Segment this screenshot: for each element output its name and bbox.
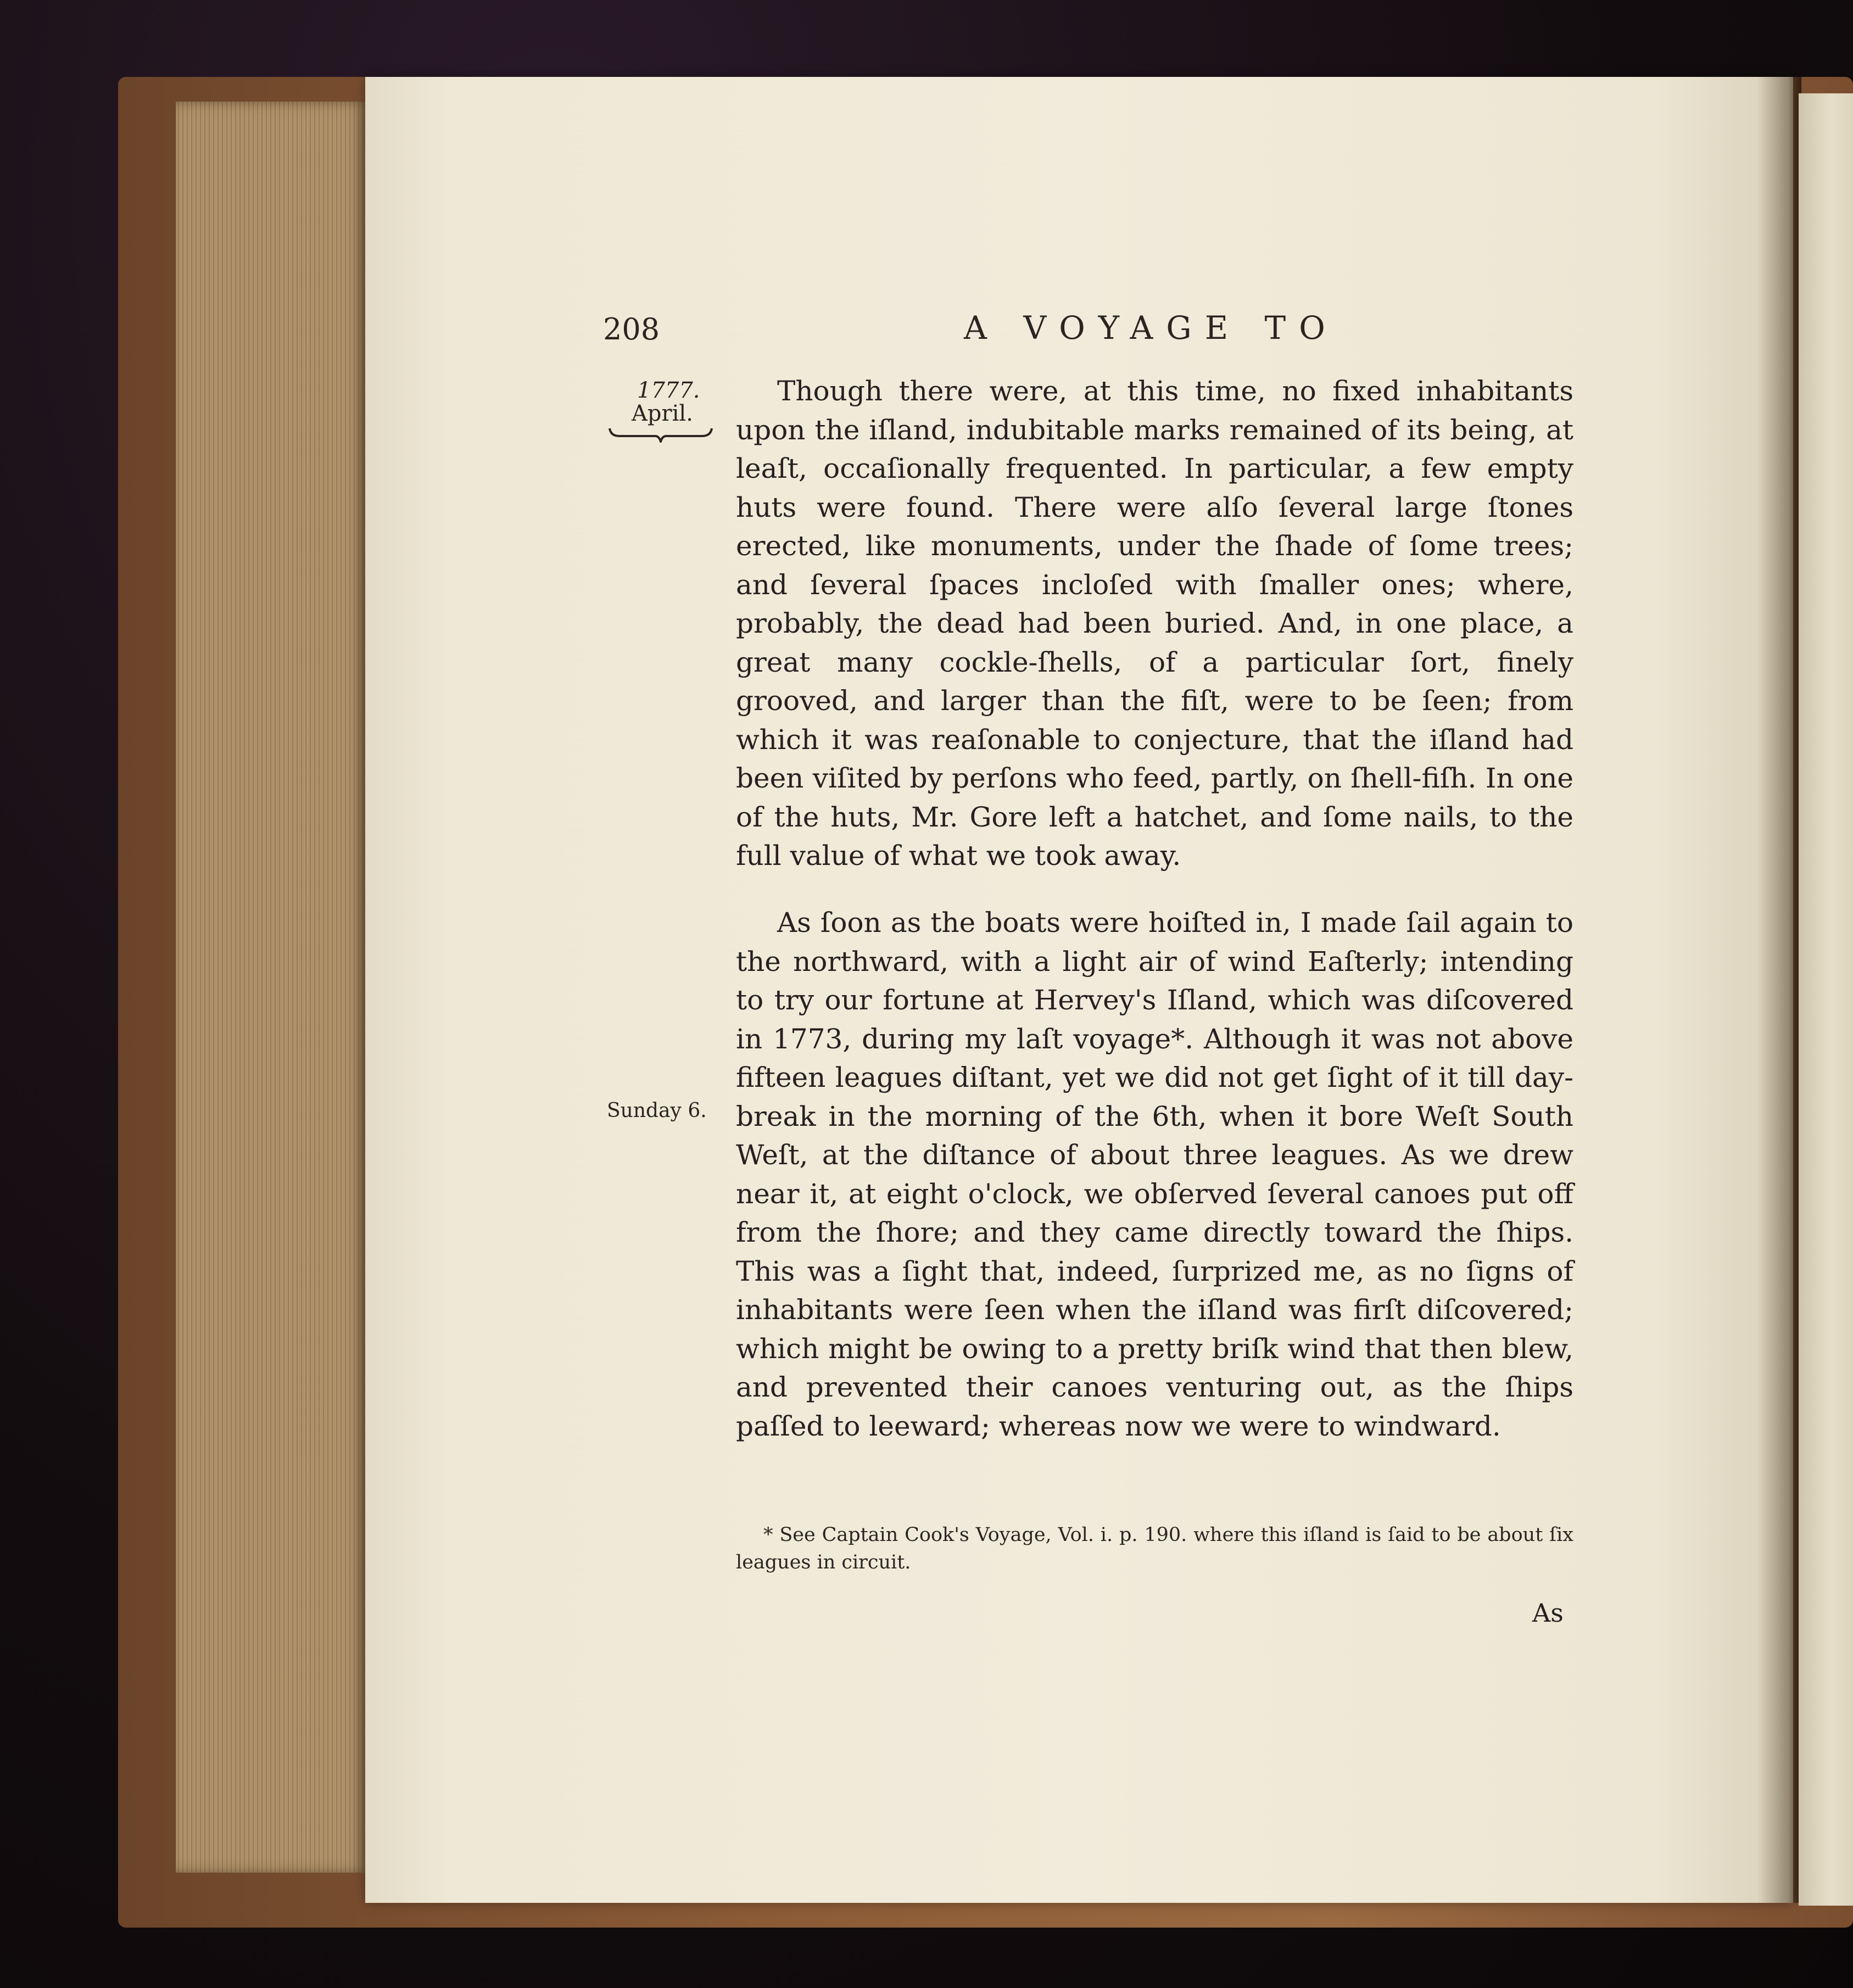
page-number: 208	[603, 312, 660, 347]
margin-note-year: 1777.	[637, 378, 700, 403]
paragraph-2: As ſoon as the boats were hoiſted in, I made ſail again to the northward, with a light air of wind Eaſterly; intending to try our fortune at Hervey's Iſland, which was diſcovered in 1773, during my laſt voyage*. Although it was not above fifteen leagues diſtant, yet we did not get ſight of it till day-break in the morning of the 6th, when it bore Weſt South Weſt, at the diſtance of about three leagues. As we drew near it, at eight o'clock, we obſerved ſeveral canoes put off from the ſhore; and they came directly toward the ſhips. This was a ſight that, indeed, ſurprized me, as no ſigns of inhabitants were ſeen when the iſland was firſt diſcovered; which might be owing to a pretty briſk wind that then blew, and prevented their canoes venturing out, as the ſhips paſſed to leeward; whereas now we were to windward.	[736, 907, 1573, 1442]
book-gutter	[1757, 77, 1801, 1903]
margin-note-month: April.	[632, 401, 693, 426]
catchword: As	[1532, 1598, 1564, 1628]
margin-note-date: Sunday 6.	[607, 1099, 707, 1122]
page-edges	[176, 102, 368, 1873]
paragraph-1: Though there were, at this time, no fixed inhabitants upon the iſland, indubitable marks remained of its being, at leaſt, occaſionally frequented. In particular, a few empty huts were found. There were alſo ſeveral large ſtones erected, like monuments, under the ſhade of ſome trees; and ſeveral ſpaces incloſed with ſmaller ones; where, probably, the dead had been buried. And, in one place, a great many cockle-ſhells, of a particular ſort, finely grooved, and larger than the fiſt, were to be ſeen; from which it was reaſonable to conjecture, that the iſland had been viſited by perſons who feed, partly, on ſhell-fiſh. In one of the huts, Mr. Gore left a hatchet, and ſome nails, to the full value of what we took away.	[736, 375, 1573, 872]
margin-brace	[609, 426, 713, 443]
facing-page-edge	[1799, 93, 1853, 1906]
running-head: A VOYAGE TO	[964, 309, 1338, 347]
footnote: * See Captain Cook's Voyage, Vol. i. p. 190. where this iſland is ſaid to be about ſix leagues in circuit.	[736, 1524, 1573, 1573]
